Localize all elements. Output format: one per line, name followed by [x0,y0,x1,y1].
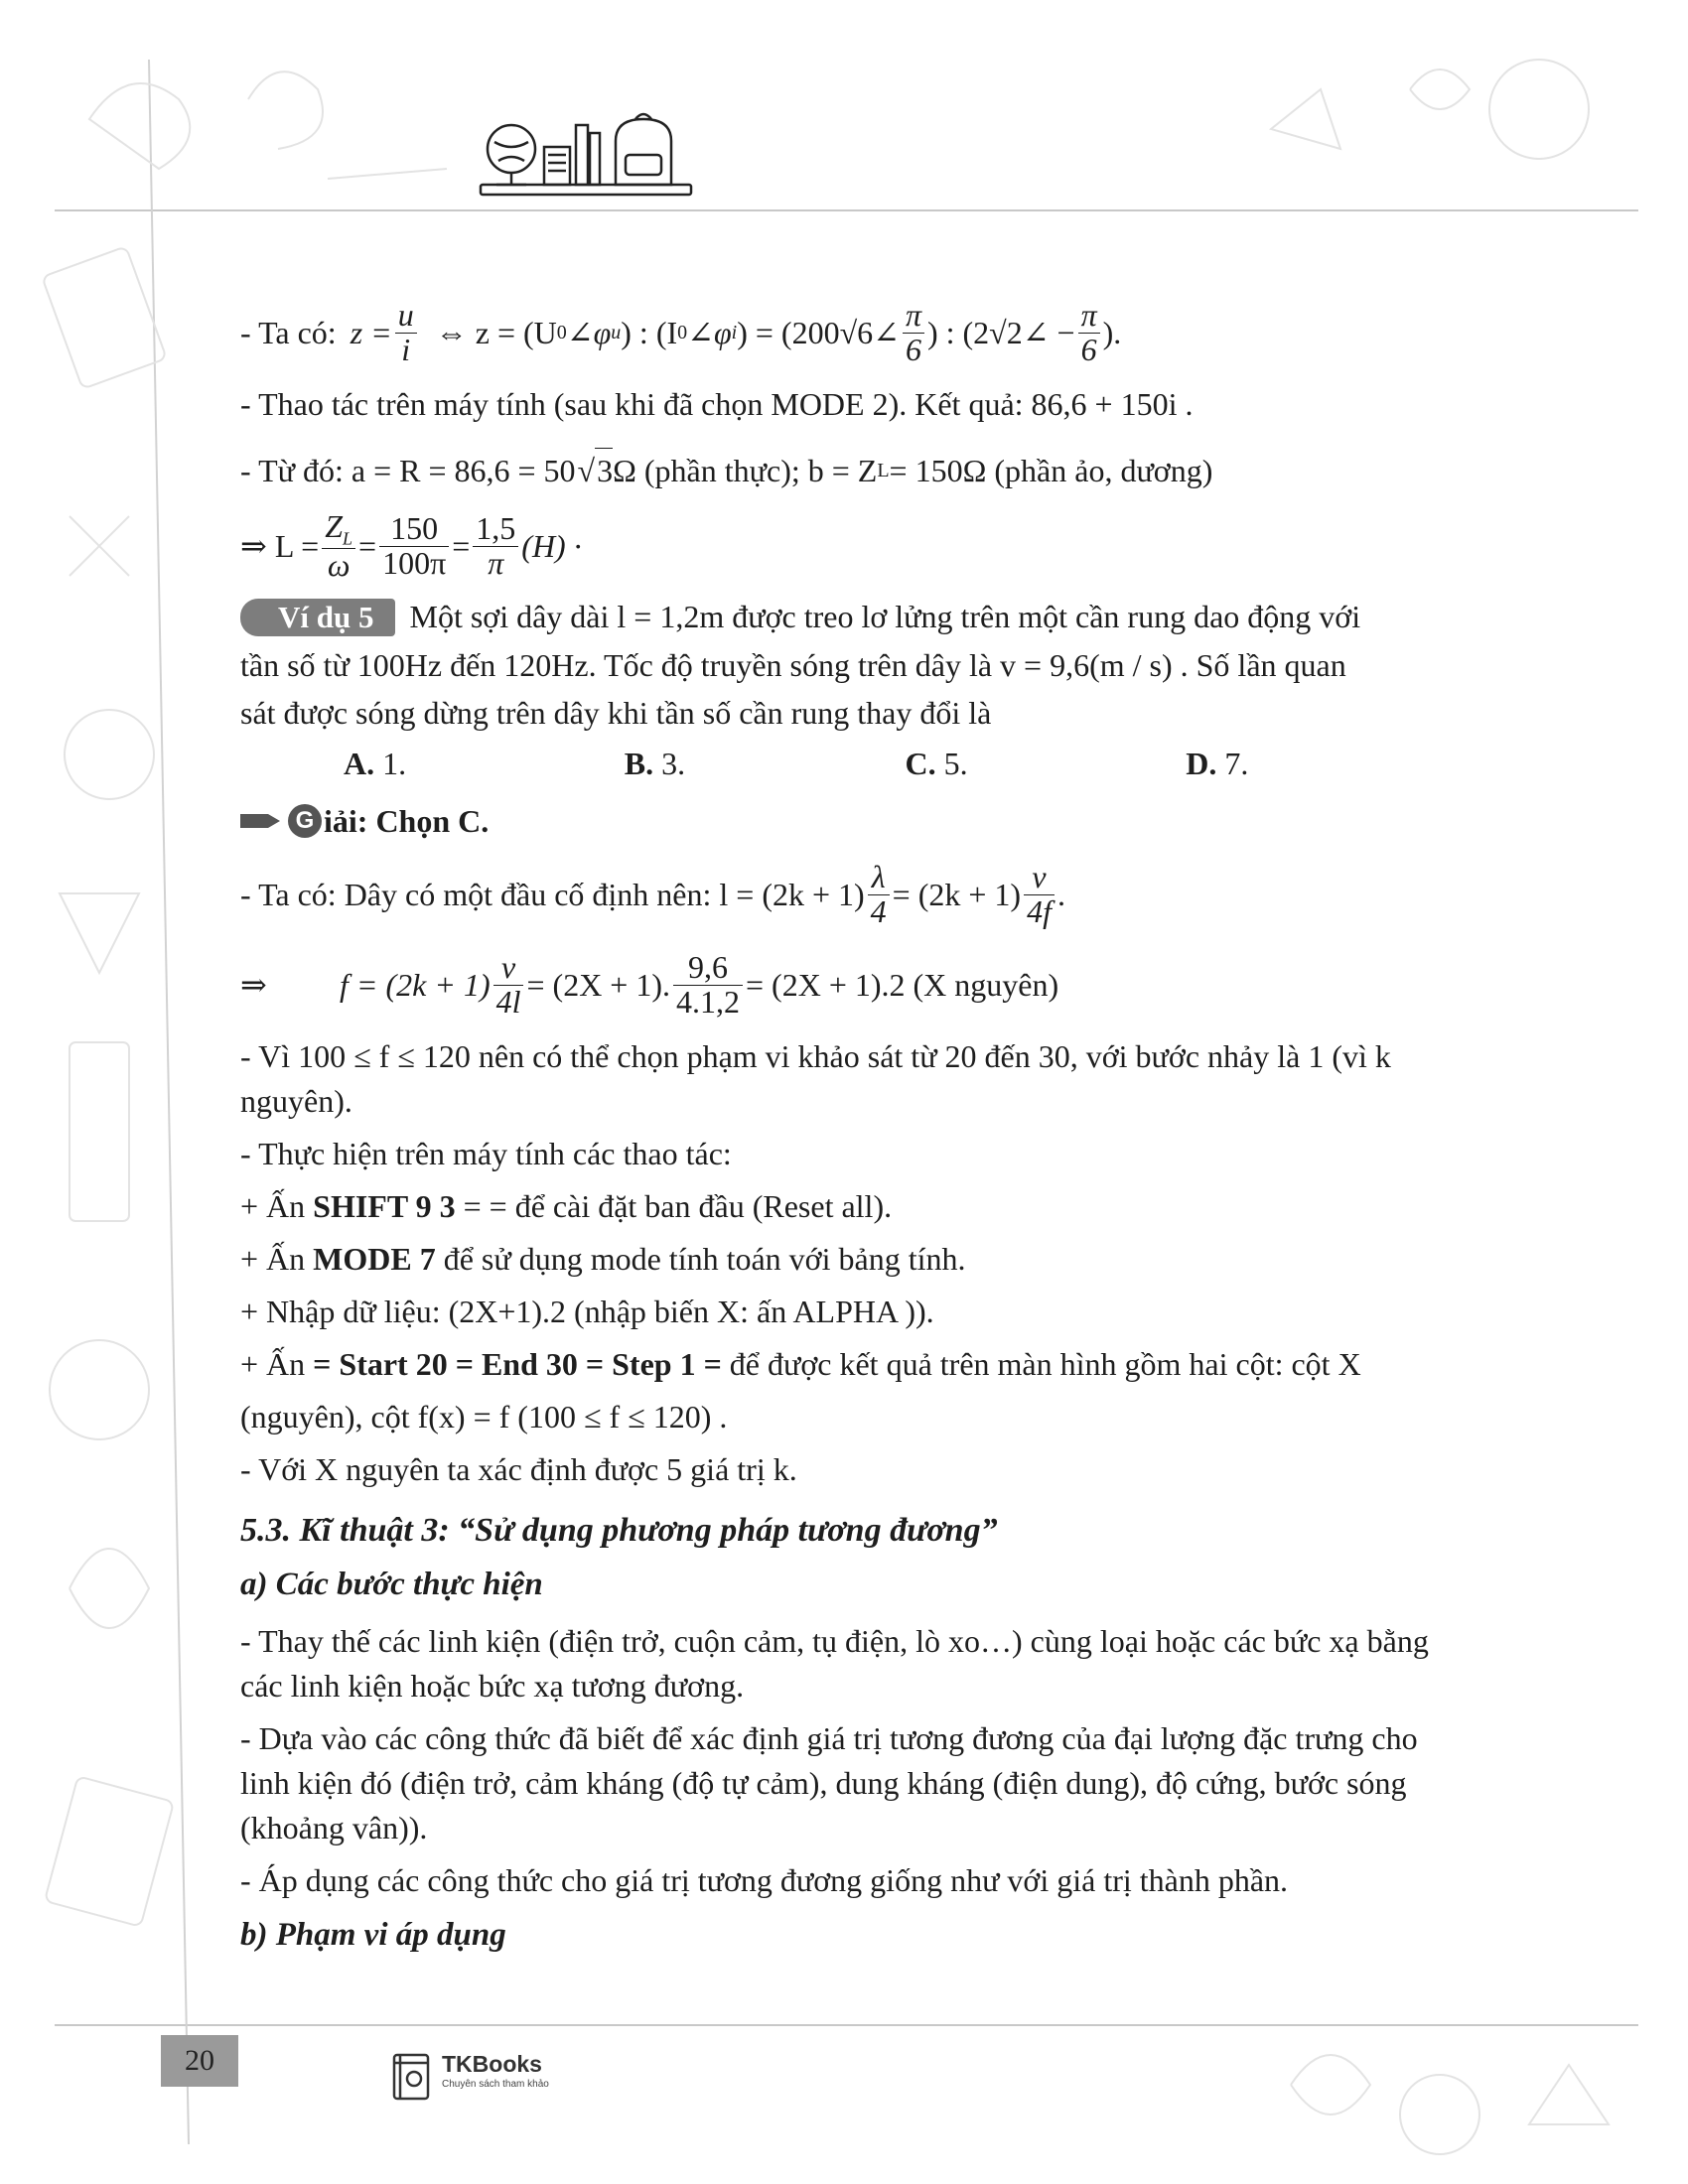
math-text: ⇒ L = [240,527,320,564]
text-range: - Vì 100 ≤ f ≤ 120 nên có thể chọn phạm vi khảo sát từ 20 đến 30, với bước nhảy là 1 (vì k nguyên). [240,1038,1391,1119]
text-calculator-result: - Thao tác trên máy tính (sau khi đã chọn MODE 2). Kết quả: 86,6 + 150i . [240,386,1194,422]
paragraph: - Thay thế các linh kiện (điện trở, cuộn cảm, tụ điện, lò xo…) cùng loại hoặc các bức xạ bằng các linh kiện hoặc bức xạ tương đương. [240,1623,1429,1704]
publisher-name: TKBooks [442,2051,542,2077]
sqrt-radicand: 3 [595,448,613,493]
fraction-v-over-4f [1024,858,1055,929]
header-books-icon [477,107,695,202]
math-text: (H) · [521,527,582,564]
subheading-steps: a) Các bước thực hiện [240,1567,543,1602]
fraction-u-over-i [395,296,417,367]
publisher-logo [390,2049,559,2105]
fraction-1-5-over-pi [473,509,518,581]
math-text: Ω (phần thực); b = Z [613,452,878,488]
paragraph: - Dựa vào các công thức đã biết để xác định giá trị tương đương của đại lượng đặc trưng cho linh kiện đó (điện trở, cảm kháng (độ tự cảm), dung kháng (điện dung), độ cứng, bước sóng (khoảng vân)). [240,1720,1418,1845]
option-b [625,742,906,786]
fraction-lambda-over-4 [868,858,890,929]
denominator: 4 [870,892,887,929]
math-text: f = (2k + 1) [340,966,491,1003]
denominator: i [401,331,411,367]
book-logo-icon [390,2049,436,2105]
fraction-pi-over-6 [1078,296,1100,367]
numerator: 9,6 [673,951,743,986]
option-key: B. [624,746,654,781]
page-content [240,283,1467,1958]
option-key: A. [344,746,375,781]
example-5-line1 [240,595,1467,639]
example-5-line3: sát được sóng dừng trên dây khi tần số cần rung thay đổi là [240,695,992,731]
step-result-columns: (nguyên), cột f(x) = f (100 ≤ f ≤ 120) . [240,1399,728,1434]
solution-heading [240,792,1467,850]
step-reset: + Ấn SHIFT 9 3 = = để cài đặt ban đầu (Reset all). [240,1188,893,1224]
math-text: = 150Ω (phần ảo, dương) [889,452,1213,488]
option-value: 1. [374,746,407,781]
subscript: 0 [556,321,567,343]
numerator: λ [868,861,890,895]
text: - Ta có: [240,314,337,350]
formula-impedance [240,283,1467,382]
option-value: 3. [653,746,686,781]
text-steps-intro: - Thực hiện trên máy tính các thao tác: [240,1136,732,1171]
math-text: . [1056,876,1065,912]
denominator: 4l [495,983,521,1020]
numerator: 1,5 [473,512,518,547]
solution-title: iải: Chọn C. [324,802,490,839]
denominator: 6 [905,331,921,367]
key-sequence: = Start 20 = End 30 = Step 1 = [313,1346,722,1382]
option-d [1186,742,1467,786]
option-value: 5. [935,746,968,781]
example-5-line2: tần số từ 100Hz đến 120Hz. Tốc độ truyền sóng trên dây là v = 9,6(m / s) . Số lần quan [240,647,1346,683]
fraction-9-6-over-4-1-2 [673,948,743,1020]
option-value: 7. [1216,746,1249,781]
section-heading: 5.3. Kĩ thuật 3: “Sử dụng phương pháp tương đương” [240,1512,998,1549]
math-text: ). [1102,314,1122,350]
option-key: D. [1186,746,1217,781]
fraction-150-over-100pi [379,509,449,581]
math-text: ⇔ z = (U [435,314,557,350]
numerator: Z [325,507,344,544]
subscript: u [611,321,622,343]
math-text: ⇒ [240,966,267,1003]
math-text: ) : (2√2∠ − [926,314,1075,350]
numerator: 150 [379,512,449,547]
denominator: 6 [1080,331,1097,367]
option-c [906,742,1187,786]
math-text: ) = (200√6∠ [737,314,900,350]
subscript: L [877,459,890,481]
fraction-v-over-4l [493,948,524,1020]
key-sequence: MODE 7 [313,1241,436,1277]
numerator: π [903,299,924,334]
subheading-scope: b) Phạm vi áp dụng [240,1917,506,1953]
denominator: π [488,544,504,581]
math-text: ) : (I [621,314,678,350]
page-number: 20 [161,2035,238,2087]
formula-inductance: ⇒ L = $\frac{Z_L}{\omega}$ = $\frac{150}{100\pi}$ = $\frac{1,5}{\pi}$ (H) · [240,507,582,583]
math-text: = (2k + 1) [892,876,1022,912]
step-run: + Ấn = Start 20 = End 30 = Step 1 = để được kết quả trên màn hình gồm hai cột: cột X [240,1346,1361,1382]
numerator: v [1024,861,1055,895]
math-text: = (2X + 1).2 (X nguyên) [746,966,1059,1003]
option-a [344,742,625,786]
formula-real-imag: - Từ đó: a = R = 86,6 = 50 √ 3 Ω (phần thực); b = Z L = 150Ω (phần ảo, dương) [240,440,1467,501]
math-text: - Từ đó: a = R = 86,6 = 50 [240,452,576,488]
math-text: z = [350,314,392,350]
text: Một sợi dây dài l = 1,2m được treo lơ lửng trên một cần rung dao động với [409,599,1361,634]
denominator: 4f [1027,892,1052,929]
math-text: ∠φ [566,314,612,350]
math-text: ∠φ [687,314,732,350]
arrow-icon [240,811,284,831]
math-text: = (2X + 1). [526,966,670,1003]
example-badge: Ví dụ 5 [240,599,395,636]
math-text: - Ta có: Dây có một đầu cố định nên: l = (2k + 1) [240,876,865,912]
numerator: v [493,951,524,986]
answer-options [240,742,1467,786]
denominator: 100π [382,544,447,581]
subscript: i [731,321,738,343]
option-key: C. [905,746,936,781]
formula-frequency [240,939,1467,1030]
g-circle-icon: G [288,804,322,838]
denominator: 4.1,2 [676,983,740,1020]
numerator: u [395,299,417,334]
fraction-zl-over-omega [322,507,355,583]
subscript: L [343,527,353,548]
publisher-tagline: Chuyên sách tham khảo [442,2079,549,2090]
text-conclusion: - Với X nguyên ta xác định được 5 giá trị k. [240,1451,797,1487]
numerator: π [1078,299,1100,334]
step-input: + Nhập dữ liệu: (2X+1).2 (nhập biến X: ấn ALPHA )). [240,1294,934,1329]
subscript: 0 [677,321,688,343]
paragraph: - Áp dụng các công thức cho giá trị tương đương giống như với giá trị thành phần. [240,1862,1289,1898]
key-sequence: SHIFT 9 3 [313,1188,456,1224]
fraction-pi-over-6 [903,296,924,367]
step-mode: + Ấn MODE 7 để sử dụng mode tính toán với bảng tính. [240,1241,966,1277]
denominator: ω [327,546,351,583]
formula-standing-wave [240,850,1467,939]
